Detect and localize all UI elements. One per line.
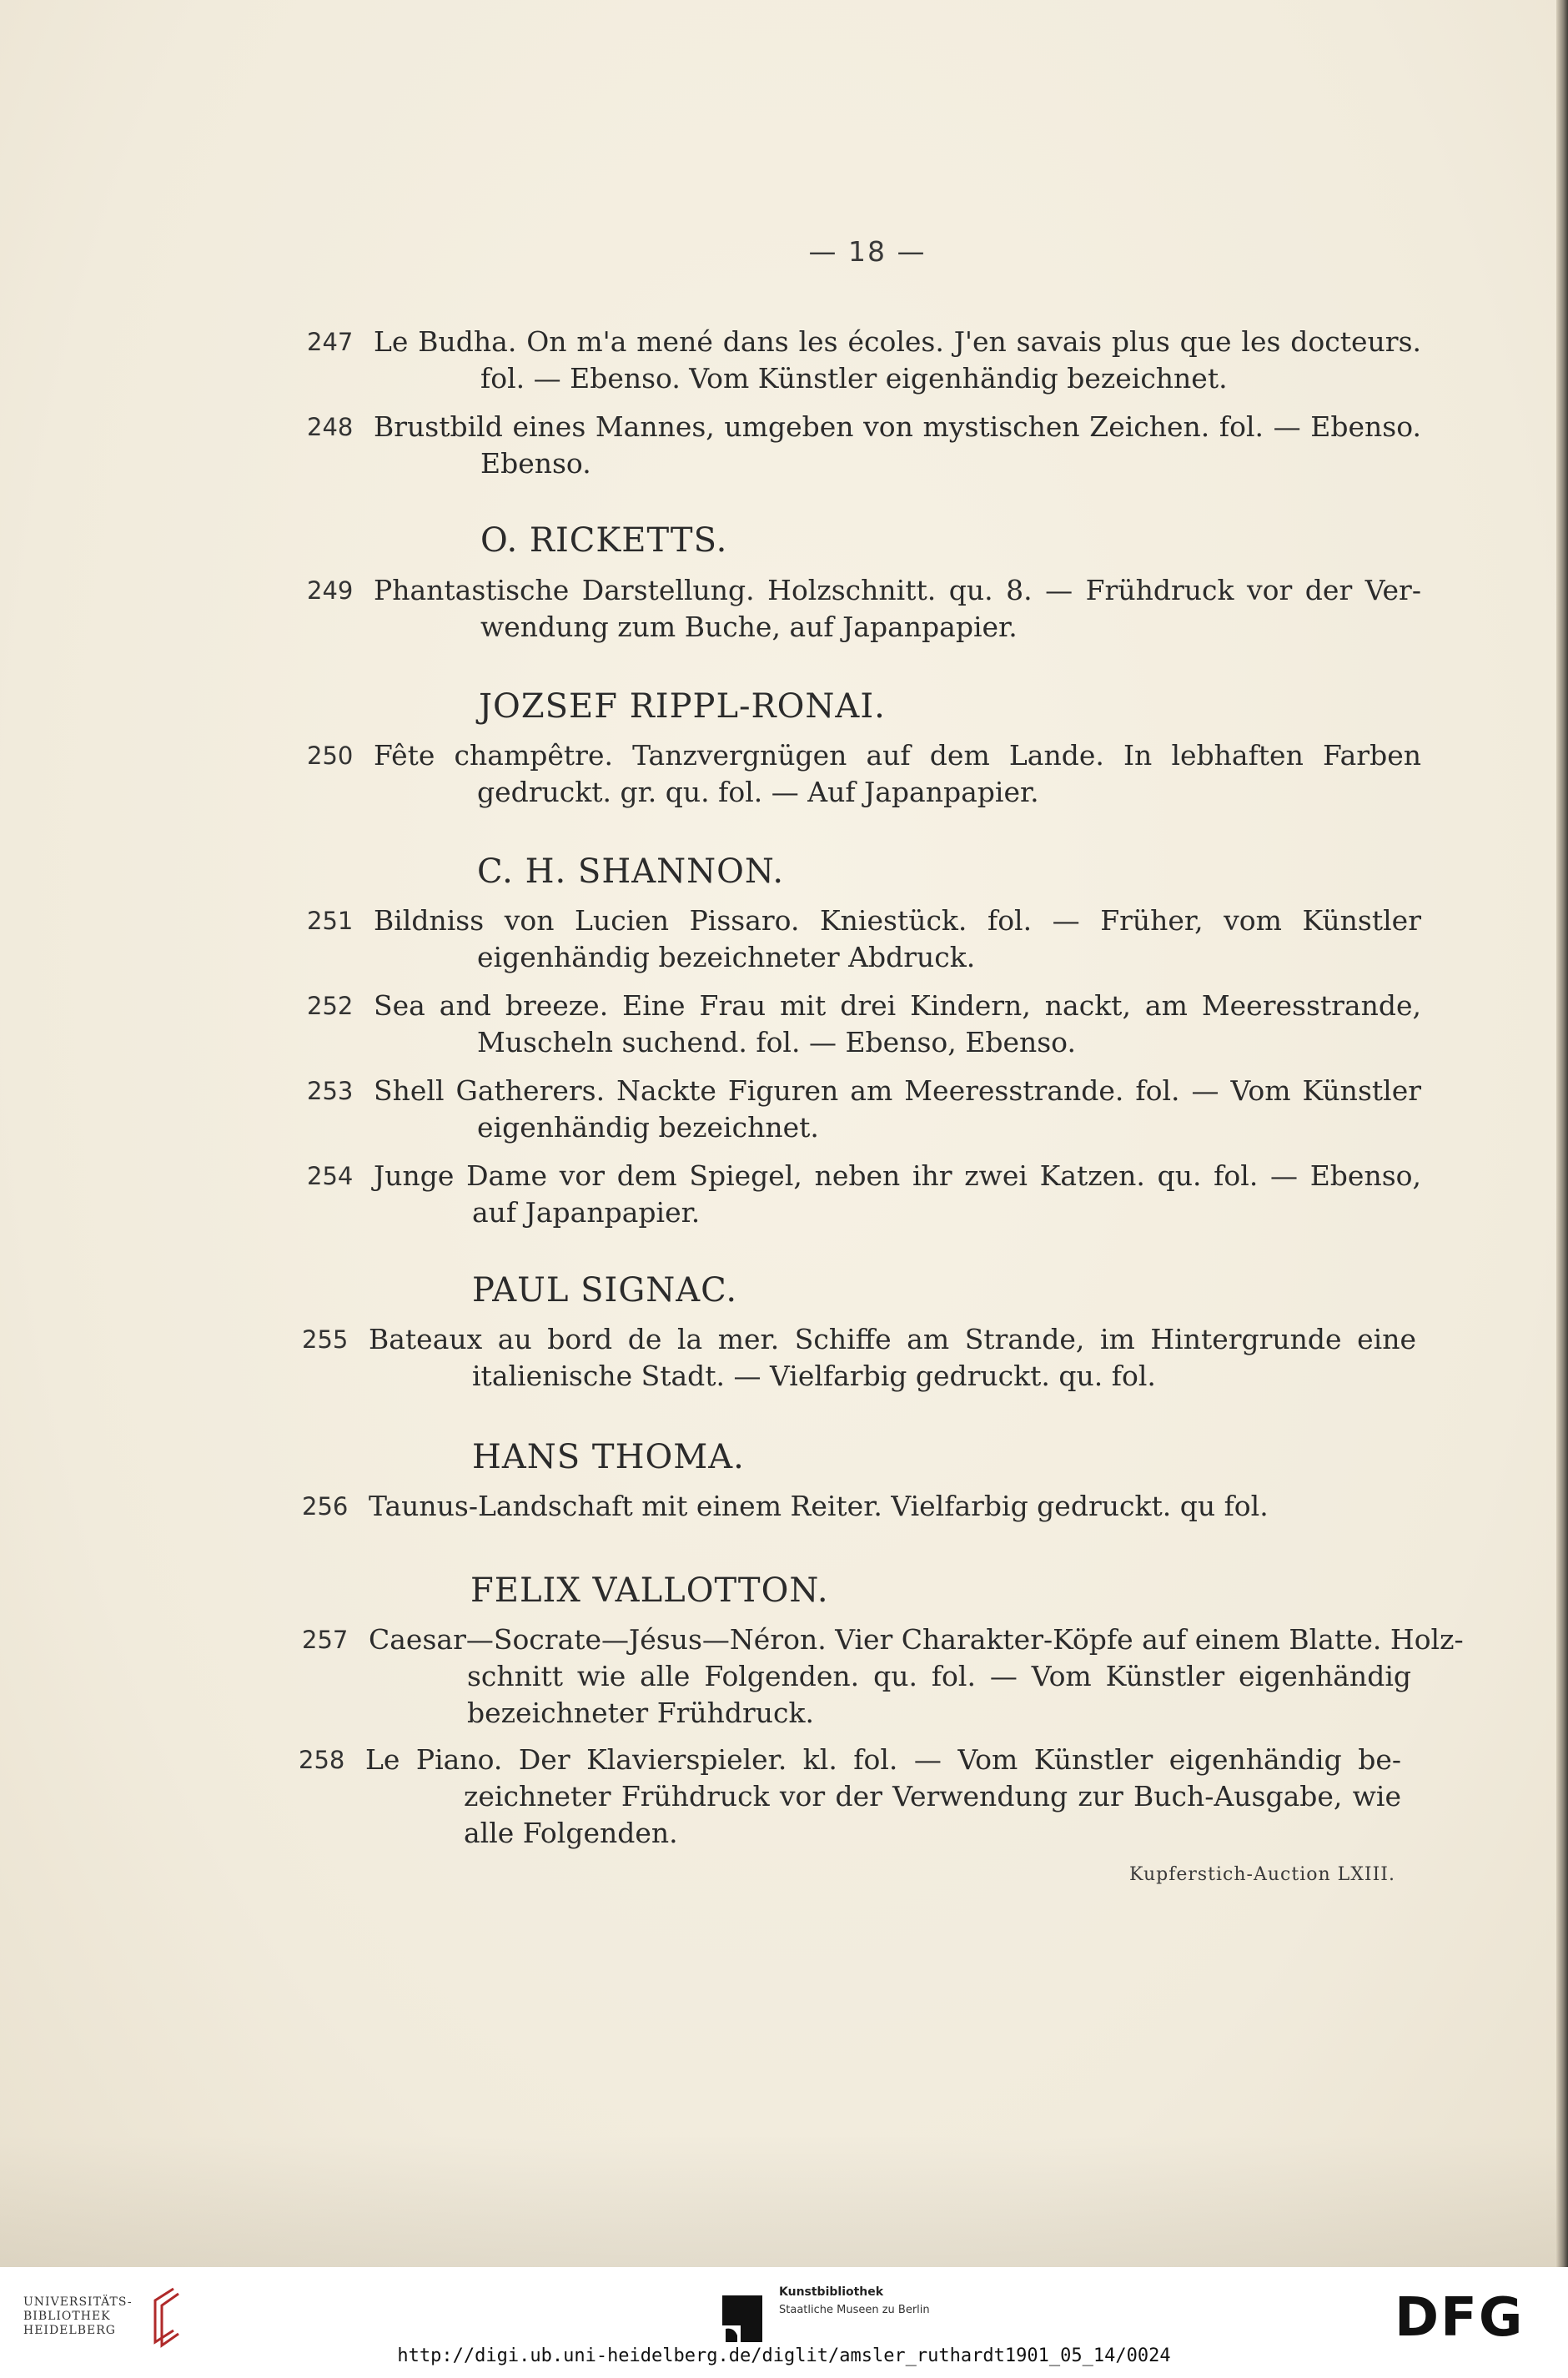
entry-continuation: zeichneter Frühdruck vor der Verwendung zur Buch-Ausgabe, wie (464, 1780, 1401, 1812)
artist-heading: HANS THOMA. (472, 1438, 745, 1476)
kunstbibliothek-title: Kunstbibliothek (779, 2285, 884, 2299)
entry-text: Junge Dame vor dem Spiegel, neben ihr zwei Katzen. qu. fol. — Ebenso, (374, 1159, 1421, 1192)
entry-number: 258 (299, 1746, 345, 1774)
entry-number: 251 (307, 907, 354, 935)
artist-heading: FELIX VALLOTTON. (470, 1571, 829, 1610)
page-edge (1556, 0, 1568, 2267)
kunstbibliothek-logo-icon[interactable] (716, 2292, 769, 2350)
entry-number: 250 (307, 742, 354, 770)
entry-continuation: bezeichneter Frühdruck. (467, 1697, 814, 1729)
entry-number: 255 (302, 1325, 349, 1354)
entry-number: 249 (307, 576, 354, 605)
entry-text: Bildniss von Lucien Pissaro. Kniestück. fol. — Früher, vom Künstler (374, 904, 1421, 937)
entry-number: 247 (307, 328, 354, 356)
entry-text: Le Piano. Der Klavierspieler. kl. fol. — Vom Künstler eigenhändig be- (365, 1743, 1401, 1776)
artist-heading: JOZSEF RIPPL-RONAI. (479, 687, 886, 726)
entry-text: Shell Gatherers. Nackte Figuren am Meeresstrande. fol. — Vom Künstler (374, 1074, 1421, 1107)
artist-heading: PAUL SIGNAC. (472, 1271, 738, 1310)
entry-continuation: Ebenso. (480, 447, 591, 480)
dfg-logo[interactable]: DFG (1395, 2287, 1525, 2349)
page-number: — 18 — (808, 235, 927, 268)
page-shadow (0, 2135, 1568, 2267)
ub-heidelberg-logo-text[interactable] (23, 2295, 133, 2338)
entry-continuation: wendung zum Buche, auf Japanpapier. (480, 611, 1018, 643)
entry-number: 248 (307, 413, 354, 441)
entry-number: 256 (302, 1492, 349, 1521)
entry-number: 252 (307, 992, 354, 1020)
entry-text: Le Budha. On m'a mené dans les écoles. J'en savais plus que les docteurs. (374, 325, 1421, 358)
entry-text: Taunus-Landschaft mit einem Reiter. Vielfarbig gedruckt. qu fol. (369, 1490, 1269, 1522)
entry-continuation: italienische Stadt. — Vielfarbig gedruckt. qu. fol. (472, 1360, 1156, 1392)
artist-heading: C. H. SHANNON. (477, 852, 785, 891)
entry-number: 254 (307, 1162, 354, 1190)
entry-text: Sea and breeze. Eine Frau mit drei Kindern, nackt, am Meeresstrande, (374, 989, 1421, 1022)
entry-continuation: auf Japanpapier. (472, 1196, 701, 1229)
entry-text: Fête champêtre. Tanzvergnügen auf dem Lande. In lebhaften Farben (374, 739, 1421, 772)
entry-text: Phantastische Darstellung. Holzschnitt. qu. 8. — Frühdruck vor der Ver- (374, 574, 1421, 606)
ub-line: HEIDELBERG (23, 2324, 116, 2337)
kunstbibliothek-subtitle: Staatliche Museen zu Berlin (779, 2304, 930, 2316)
catalog-signature: Kupferstich-Auction LXIII. (1129, 1864, 1395, 1885)
entry-continuation: Muscheln suchend. fol. — Ebenso, Ebenso. (477, 1026, 1076, 1058)
ub-line: UNIVERSITÄTS- (23, 2295, 133, 2309)
entry-text: Caesar—Socrate—Jésus—Néron. Vier Charakter-Köpfe auf einem Blatte. Holz- (369, 1623, 1464, 1656)
ub-line: BIBLIOTHEK (23, 2310, 111, 2323)
entry-continuation: eigenhändig bezeichnet. (477, 1111, 819, 1144)
entry-continuation: fol. — Ebenso. Vom Künstler eigenhändig bezeichnet. (480, 362, 1228, 395)
permalink-url[interactable]: http://digi.ub.uni-heidelberg.de/diglit/amsler_ruthardt1901_05_14/0024 (397, 2345, 1171, 2366)
artist-heading: O. RICKETTS. (480, 521, 728, 560)
entry-number: 253 (307, 1077, 354, 1105)
entry-continuation: alle Folgenden. (464, 1817, 678, 1849)
entry-text: Bateaux au bord de la mer. Schiffe am Strande, im Hintergrunde eine (369, 1323, 1416, 1355)
entry-continuation: eigenhändig bezeichneter Abdruck. (477, 941, 976, 973)
entry-continuation: gedruckt. gr. qu. fol. — Auf Japanpapier. (477, 776, 1039, 808)
entry-number: 257 (302, 1626, 349, 1654)
entry-text: Brustbild eines Mannes, umgeben von mystischen Zeichen. fol. — Ebenso. (374, 410, 1421, 443)
ub-heidelberg-logo-icon[interactable] (140, 2284, 190, 2350)
entry-continuation: schnitt wie alle Folgenden. qu. fol. — Vom Künstler eigenhändig (467, 1660, 1411, 1692)
